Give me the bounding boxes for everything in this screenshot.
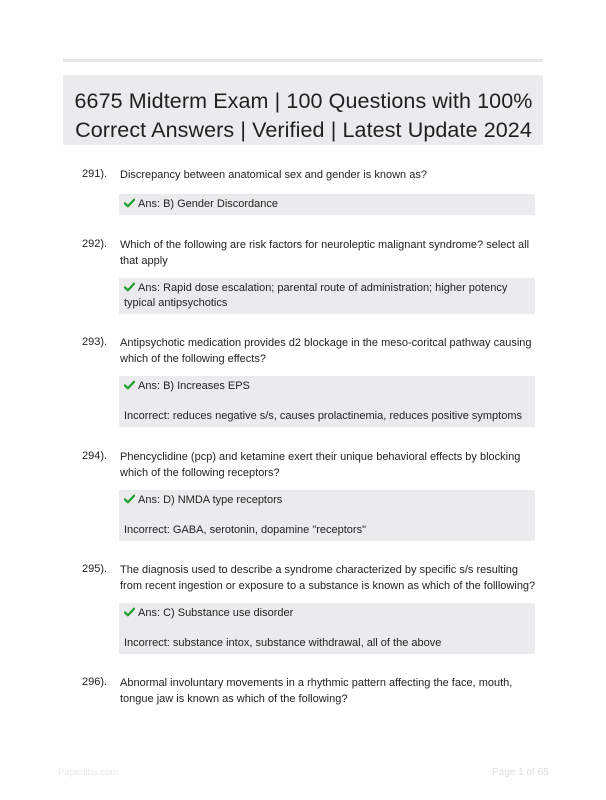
question-text: Discrepancy between anatomical sex and gender is known as? bbox=[120, 169, 427, 181]
check-icon bbox=[124, 380, 135, 390]
answer-box bbox=[119, 490, 535, 541]
check-icon bbox=[124, 494, 135, 504]
footer-site-watermark: Paperlibs.com bbox=[58, 767, 119, 778]
question-text: Phencyclidine (pcp) and ketamine exert their unique behavioral effects by blocking which of the following receptors? bbox=[120, 451, 521, 479]
top-divider bbox=[63, 59, 543, 62]
answer-text: Ans: Rapid dose escalation; parental route of administration; higher potency typical antipsychotics bbox=[124, 282, 508, 309]
question-number: 292). bbox=[82, 238, 108, 250]
question-number: 295). bbox=[82, 563, 108, 575]
answer-line bbox=[124, 281, 529, 311]
answer-box bbox=[119, 194, 535, 215]
check-icon bbox=[124, 198, 135, 208]
question-text: Abnormal involuntary movements in a rhythmic pattern affecting the face, mouth, tongue jaw is known as which of the following? bbox=[120, 677, 513, 705]
answer-line bbox=[124, 379, 529, 394]
incorrect-options: Incorrect: GABA, serotonin, dopamine "receptors" bbox=[124, 524, 366, 536]
answer-line bbox=[124, 606, 529, 621]
question-text: The diagnosis used to describe a syndrome characterized by specific s/s resulting from recent ingestion or exposure to a substance is known as which of the folllowing? bbox=[120, 564, 536, 592]
answer-text: Ans: B) Gender Discordance bbox=[138, 198, 279, 210]
answer-line bbox=[124, 197, 529, 212]
incorrect-options: Incorrect: substance intox, substance withdrawal, all of the above bbox=[124, 637, 442, 649]
answer-text: Ans: D) NMDA type receptors bbox=[138, 494, 283, 506]
answer-text: Ans: B) Increases EPS bbox=[138, 380, 250, 392]
check-icon bbox=[124, 607, 135, 617]
question-number: 296). bbox=[82, 676, 108, 688]
footer-page-number: Page 1 of 65 bbox=[492, 767, 549, 778]
question-text: Antipsychotic medication provides d2 blockage in the meso-coritcal pathway causing which of the following effects? bbox=[120, 337, 532, 365]
question-number: 293). bbox=[82, 336, 108, 348]
page-title: 6675 Midterm Exam | 100 Questions with 100% Correct Answers | Verified | Latest Update 2024 bbox=[74, 89, 533, 142]
question-number: 291). bbox=[82, 168, 108, 180]
answer-line bbox=[124, 493, 529, 508]
answer-text: Ans: C) Substance use disorder bbox=[138, 607, 294, 619]
title-banner bbox=[63, 75, 543, 145]
incorrect-options: Incorrect: reduces negative s/s, causes prolactinemia, reduces positive symptoms bbox=[124, 410, 523, 422]
check-icon bbox=[124, 282, 135, 292]
question-number: 294). bbox=[82, 450, 108, 462]
answer-box bbox=[119, 376, 535, 427]
answer-box bbox=[119, 278, 535, 314]
question-text: Which of the following are risk factors for neuroleptic malignant syndrome? select all that apply bbox=[120, 239, 530, 267]
answer-box bbox=[119, 603, 535, 654]
